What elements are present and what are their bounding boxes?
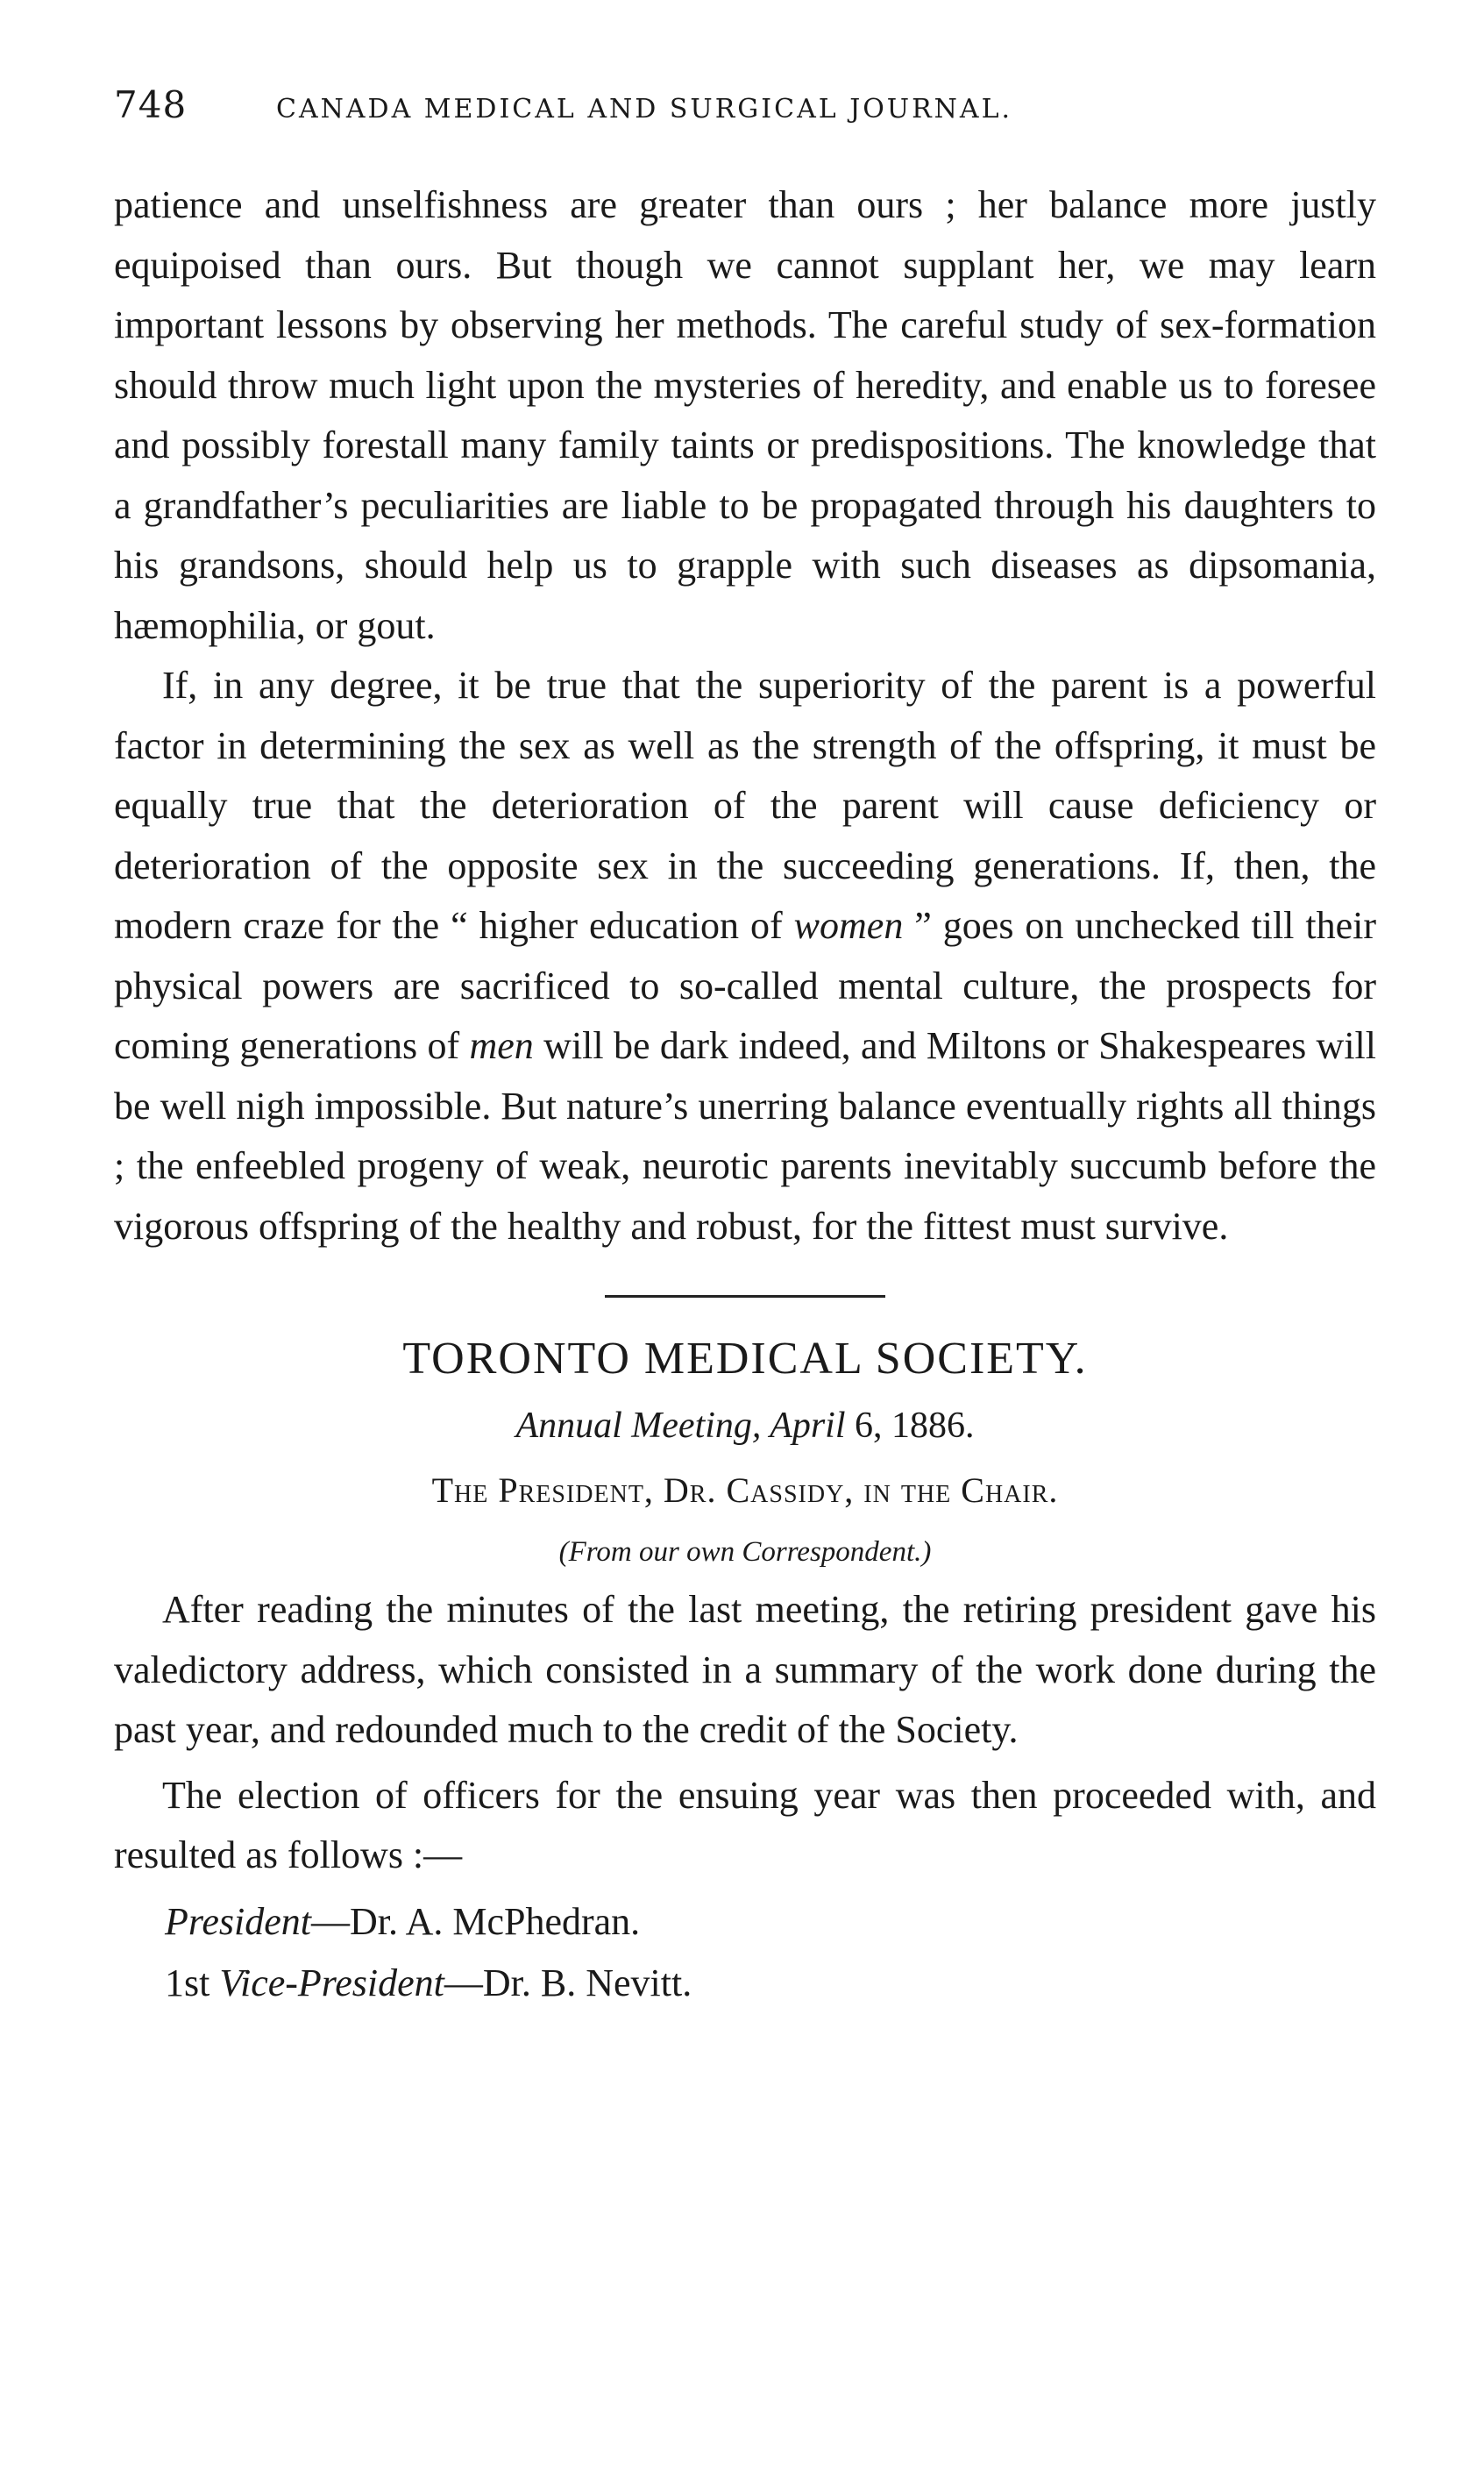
officer-entry-vice-president xyxy=(114,1953,1376,2014)
journal-title: CANADA MEDICAL AND SURGICAL JOURNAL. xyxy=(275,94,1013,125)
officer-entry-president xyxy=(114,1891,1376,1953)
section-divider xyxy=(605,1295,885,1298)
article-paragraph-2-part-a: If, in any degree, it be true that the superiority of the parent is a powerful factor in determining the sex as well as the strength of the offspring, it must be equally true that the deterioration of the parent will cause deficiency or deterioration of the opposite sex in the succeeding generations. If, then, the modern craze for the “ higher education of xyxy=(114,664,1376,947)
body-text xyxy=(114,175,1376,2014)
article-paragraph-1: patience and unselfishness are greater than ours ; her balance more justly equipoised than ours. But though we cannot supplant her, we may learn important lessons by observing her methods. The careful study of sex-formation should throw much light upon the mysteries of heredity, and enable us to foresee and possibly forestall many family taints or predispositions. The knowledge that a grandfather’s peculiarities are liable to be propagated through his daughters to his grandsons, should help us to grapple with such diseases as dipsomania, hæmophilia, or gout. xyxy=(114,183,1376,647)
meeting-date: 6, 1886. xyxy=(845,1406,975,1446)
running-head xyxy=(114,83,1376,126)
officer-role: Vice-President xyxy=(219,1961,444,2004)
emphasis-men: men xyxy=(469,1024,534,1067)
article-paragraph-2 xyxy=(114,656,1376,1256)
section-title: TORONTO MEDICAL SOCIETY. xyxy=(402,1334,1088,1384)
officer-role: President xyxy=(165,1899,311,1943)
officer-ordinal: 1st xyxy=(165,1961,220,2004)
society-paragraph-1: After reading the minutes of the last meeting, the retiring president gave his valedictory address, which consisted in a summary of the work done during the past year, and redounded much to the credit of the Society. xyxy=(114,1588,1376,1751)
meeting-line xyxy=(114,1394,1376,1457)
article-paragraph-2-part-c: will be dark indeed, and Miltons or Shakespeares will be well nigh impossible. But nature’s unerring balance eventually rights all things ; the enfeebled progeny of weak, neurotic parents inevitably succumb before the vigorous offspring of the healthy and robust, for the fittest must survive. xyxy=(114,1024,1376,1248)
meeting-label: Annual Meeting, April xyxy=(515,1406,846,1446)
emphasis-women: women xyxy=(793,904,904,947)
article-paragraph-2-part-b: ” goes on unchecked till their physical powers are sacrificed to so-called mental culture, the prospects for coming generations of xyxy=(114,904,1377,1067)
correspondent-note: (From our own Correspondent.) xyxy=(558,1536,932,1568)
page-number: 748 xyxy=(114,83,188,126)
chair-line: The President, Dr. Cassidy, in the Chair. xyxy=(431,1470,1059,1510)
officer-name: —Dr. A. McPhedran. xyxy=(311,1899,641,1943)
officer-name: —Dr. B. Nevitt. xyxy=(444,1961,692,2004)
society-paragraph-2: The election of officers for the ensuing year was then proceeded with, and resulted as follows :— xyxy=(114,1773,1376,1876)
